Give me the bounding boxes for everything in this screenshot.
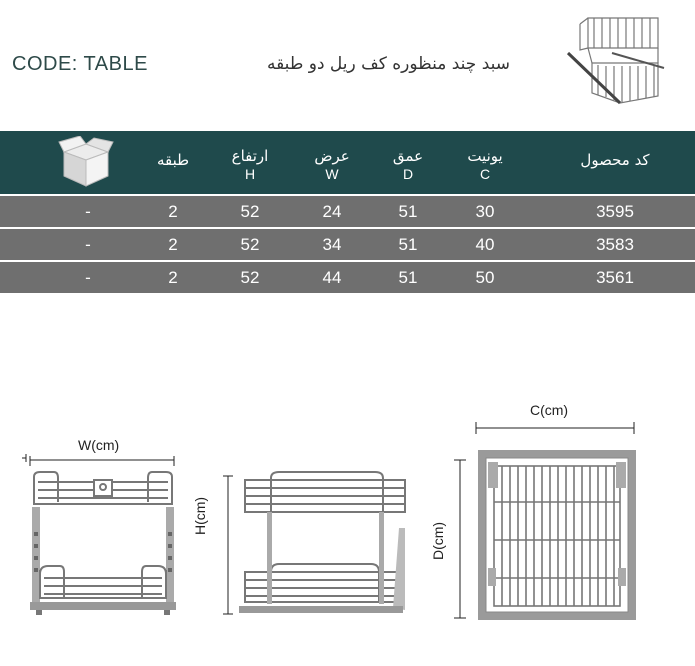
header-width: عرض W — [314, 147, 350, 182]
header-code: کد محصول — [580, 151, 650, 169]
cell-depth: 51 — [398, 235, 418, 254]
cell-height: 52 — [240, 202, 260, 221]
front-width-label: W(cm) — [78, 437, 120, 453]
cell-code: 3583 — [596, 235, 634, 254]
cell-height: 52 — [240, 235, 260, 254]
cell-unit: 40 — [475, 235, 495, 254]
top-width-label: C(cm) — [530, 402, 569, 418]
cell-unit: 30 — [475, 202, 495, 221]
table-row — [0, 227, 695, 260]
table-row — [0, 194, 695, 227]
cell-code: 3561 — [596, 268, 634, 287]
side-view-drawing — [215, 468, 410, 620]
table-row — [0, 260, 695, 293]
cell-width: 44 — [322, 268, 342, 287]
code-label: CODE: TABLE — [12, 53, 148, 75]
cell-depth: 51 — [398, 268, 418, 287]
cell-tier: 2 — [168, 235, 178, 254]
cell-tier: 2 — [168, 268, 178, 287]
cell-width: 34 — [322, 235, 342, 254]
front-view-drawing — [22, 452, 187, 622]
cell-depth: 51 — [398, 202, 418, 221]
cell-pack: - — [85, 202, 91, 221]
table-header — [0, 131, 695, 194]
header-unit: یونیت C — [467, 147, 503, 182]
cell-height: 52 — [240, 268, 260, 287]
side-height-label: H(cm) — [192, 496, 208, 535]
box-icon — [58, 136, 114, 188]
cell-pack: - — [85, 268, 91, 287]
cell-pack: - — [85, 235, 91, 254]
product-title: سبد چند منظوره کف ریل دو طبقه — [266, 54, 510, 74]
header-height: ارتفاع H — [231, 147, 269, 182]
header-depth: عمق D — [392, 147, 424, 182]
header-tier: طبقه — [156, 151, 190, 169]
basket-thumbnail-icon — [560, 8, 665, 108]
cell-code: 3595 — [596, 202, 634, 221]
cell-unit: 50 — [475, 268, 495, 287]
top-view-drawing — [448, 418, 648, 624]
top-depth-label: D(cm) — [430, 521, 446, 560]
cell-tier: 2 — [168, 202, 178, 221]
cell-width: 24 — [322, 202, 342, 221]
